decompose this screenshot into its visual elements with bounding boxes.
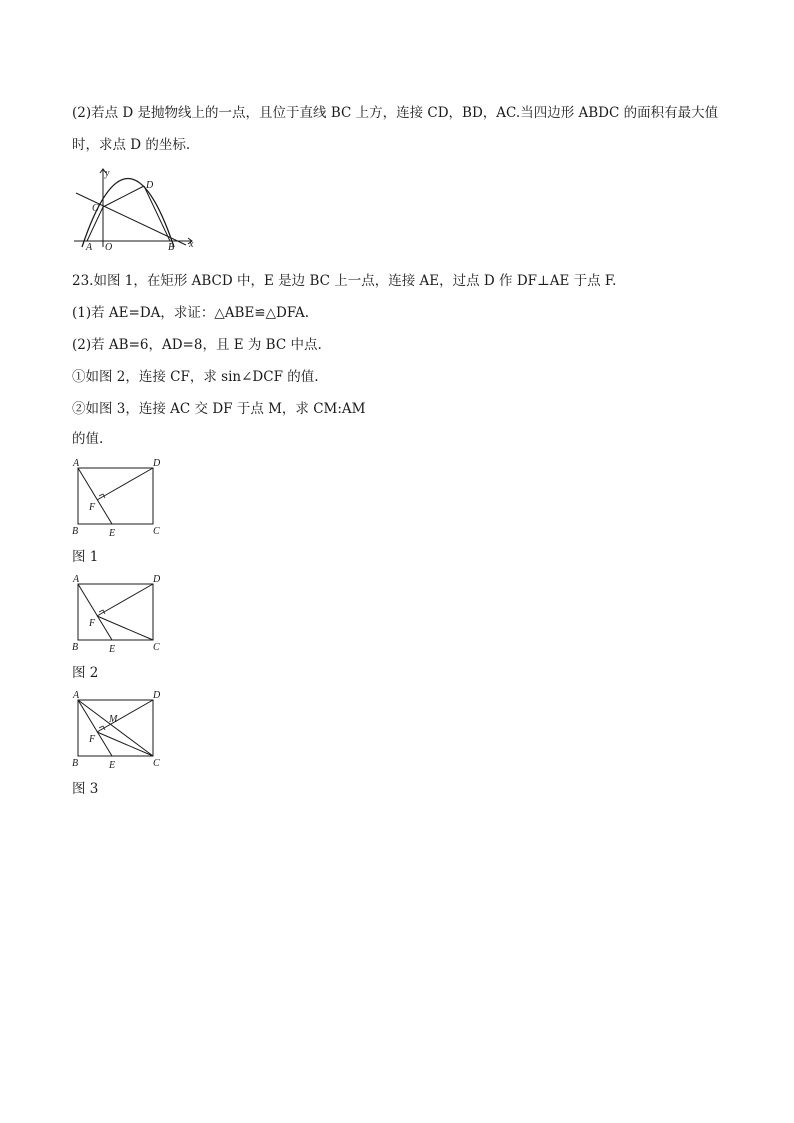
q23-part1: (1)若 AE=DA，求证：△ABE≌△DFA. (72, 305, 310, 321)
label-o: O (105, 242, 113, 250)
label-a: A (73, 574, 80, 585)
figure-1 (68, 456, 168, 540)
label-d: D (153, 458, 161, 469)
label-d: D (153, 574, 161, 585)
segment-df (97, 584, 153, 616)
q23-part2-sub2: ②如图 3，连接 AC 交 DF 于点 M，求 CM:AM (72, 401, 366, 417)
label-e: E (109, 528, 116, 539)
figure-3-caption: 图 3 (72, 781, 99, 797)
q23-part2: (2)若 AB=6，AD=8，且 E 为 BC 中点. (72, 337, 322, 353)
label-c: C (153, 526, 160, 537)
label-f: F (89, 734, 96, 745)
label-a: A (86, 242, 93, 250)
label-a: A (73, 458, 80, 469)
segment-ae (78, 468, 112, 524)
label-d: D (146, 180, 154, 191)
segment-df (97, 468, 153, 500)
segment-ac (78, 700, 153, 756)
figure-2-caption: 图 2 (72, 665, 99, 681)
label-b: B (72, 642, 79, 653)
segment-df (97, 700, 153, 732)
segment-cf (97, 616, 153, 640)
label-m: M (109, 714, 118, 725)
figure-2 (68, 572, 168, 656)
label-e: E (109, 760, 116, 771)
rectangle-abcd (78, 468, 153, 524)
q22-part2-line1: (2)若点 D 是抛物线上的一点，且位于直线 BC 上方，连接 CD，BD，AC.当四边形 ABDC 的面积有最大值 (72, 105, 719, 121)
label-d: D (153, 690, 161, 701)
label-a: A (73, 690, 80, 701)
label-b: B (72, 758, 79, 769)
label-f: F (89, 502, 96, 513)
segment-bd (144, 186, 170, 241)
label-c: C (153, 758, 160, 769)
q22-part2-line2: 时，求点 D 的坐标. (72, 137, 191, 153)
figure-1-caption: 图 1 (72, 549, 99, 565)
label-f: F (89, 618, 96, 629)
rectangle-abcd (78, 584, 153, 640)
q23-part2-sub2-end: 的值. (72, 431, 104, 447)
label-c: C (92, 203, 99, 214)
q23-stem: 23.如图 1，在矩形 ABCD 中，E 是边 BC 上一点，连接 AE，过点 D 作 DF⊥AE 于点 F. (72, 273, 617, 289)
label-b: B (168, 242, 175, 250)
label-x: x (189, 239, 194, 250)
label-c: C (153, 642, 160, 653)
figure-3 (68, 688, 168, 772)
label-b: B (72, 526, 79, 537)
segment-ae (78, 584, 112, 640)
segment-ae (78, 700, 112, 756)
label-y: y (105, 168, 110, 179)
label-e: E (109, 644, 116, 655)
parabola-figure (70, 165, 198, 250)
q23-part2-sub1: ①如图 2，连接 CF，求 sin∠DCF 的值. (72, 369, 319, 385)
